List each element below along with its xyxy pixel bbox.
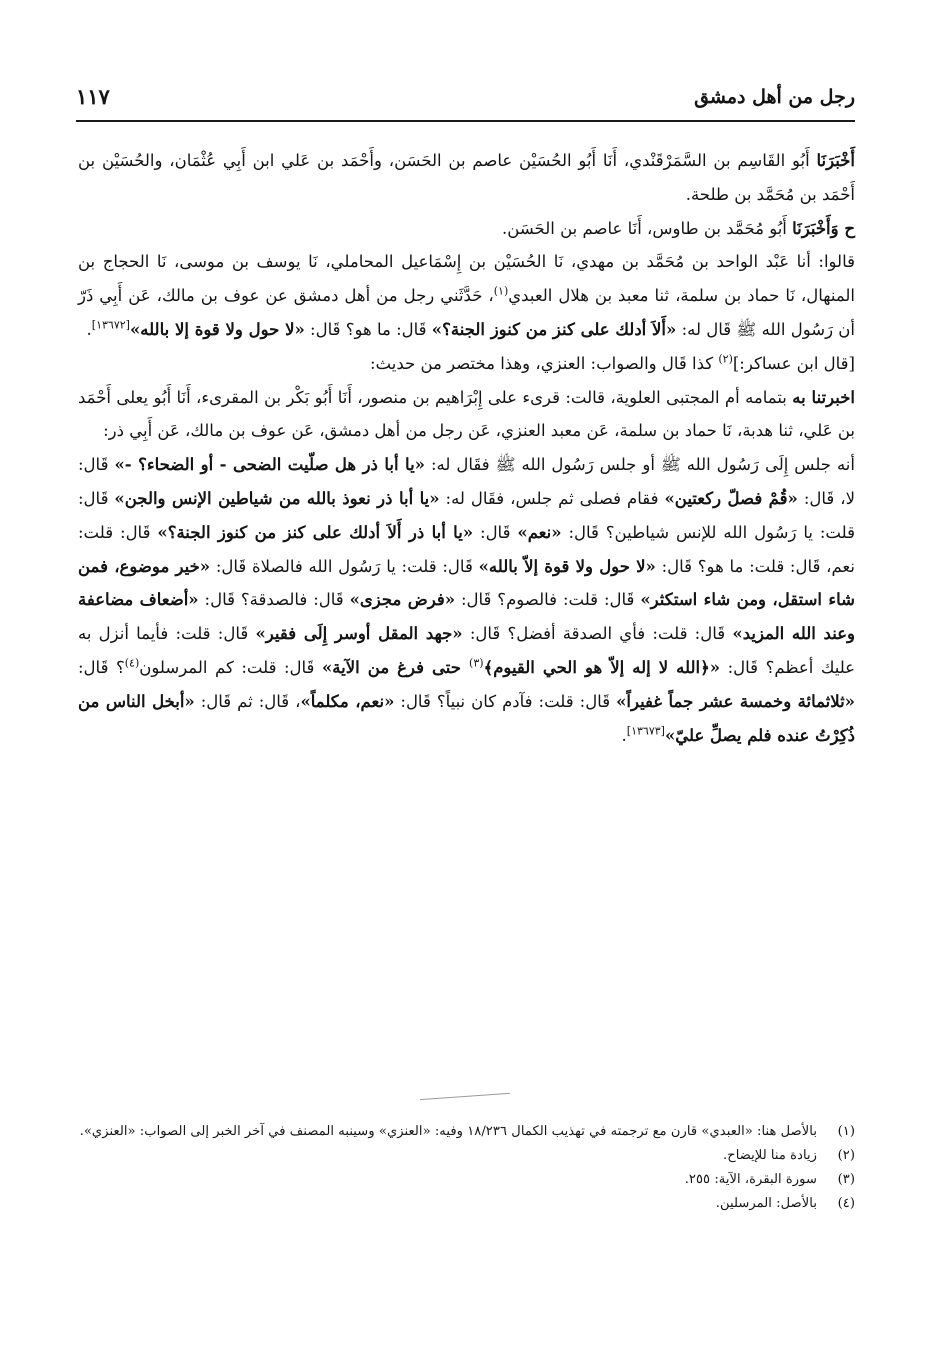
hadith-quote: «﴿الله لا إله إلاّ هو الحي القيوم﴾	[483, 657, 721, 677]
hadith-quote: حتى فرغ من الآية»	[321, 657, 470, 677]
isnad-lead: اخبرتنا به	[792, 387, 856, 407]
isnad-text: ، حَدَّثَني رجل من أهل دمشق عن عوف بن مالك، عَن أَبِي ذَرّ أن رَسُول الله ﷺ قَال له:	[78, 286, 855, 339]
hadith-quote: «نعم، مكلماً»	[300, 691, 395, 711]
narration-text: قَال: قلت: كم المرسلون	[139, 657, 322, 677]
footnote-marker: (٣)	[837, 1172, 855, 1187]
hadith-number: [١٣٦٧٢]	[91, 318, 130, 332]
narration-text: ، قَال: ثم قَال:	[194, 691, 301, 711]
footnote-marker: (٢)	[837, 1148, 855, 1163]
editor-note: [قال ابن عساكر:]	[732, 353, 855, 373]
isnad-text: بتمامه أم المجتبى العلوية، قالت: قرىء على إِبْرَاهيم بن منصور، أَنَا أَبُو بَكْر بن المقرىء، أَنَا أَبُو يعلى أَحْمَد بن عَلي، ثنا هدبة، نَا حماد بن سلمة، عَن معبد العنزي، عَن رجل من أهل دمشق، عَن عوف بن مالك، عَن أَبِي ذر:	[78, 387, 855, 441]
narration-text: فقام فصلى ثم جلس، فقَال له:	[439, 488, 665, 508]
paragraph-5	[78, 381, 855, 449]
hadith-quote: «خير موضوع، فمن شاء استقل، ومن شاء استكثر»	[78, 556, 855, 610]
narration-text: ؟ قَال:	[78, 657, 125, 677]
footnote-1	[78, 1120, 855, 1144]
isnad-text: قالوا: أنا عَبْد الواحد بن مُحَمَّد بن مهدي، نَا الحُسَيْن بن إِسْمَاعيل المحاملي، نَا يوسف بن موسى، نَا الحجاج بن المنهال، نَا حماد بن سلمة، ثنا معبد بن هلال العبدي	[78, 252, 856, 306]
narration-text: قَال:	[473, 522, 518, 542]
hadith-quote: «قُمْ فصلّ ركعتين»	[664, 488, 798, 508]
punctuation: .	[86, 319, 92, 339]
paragraph-4	[78, 347, 855, 381]
narration-text: قَال: فالصدقة؟ قَال:	[198, 590, 350, 610]
footnote-ref-2: (٢)	[718, 352, 733, 366]
hadith-quote: «نعم»	[517, 522, 562, 542]
narration-text: قَال: قلت: فأيما أنزل به عليك أعظم؟ قَال:	[78, 624, 856, 677]
isnad-lead: أَخْبَرَنَا	[816, 151, 855, 170]
narration-text: قَال: قلت: يا رَسُول الله للإنس شياطين؟ قَال:	[78, 488, 855, 542]
footnote-text: سورة البقرة، الآية: ٢٥٥.	[684, 1172, 817, 1187]
paragraph-6	[78, 448, 855, 752]
footnote-marker: (٤)	[837, 1196, 855, 1211]
hadith-quote: «يا أبا ذر هل صلّيت الضحى - أو الضحاء؟ -»	[114, 455, 425, 475]
narration-text: قَال: قلت: فآدم كان نبياً؟ قَال:	[394, 691, 617, 711]
footnote-3	[78, 1168, 855, 1192]
page-number: ١١٧	[76, 84, 110, 109]
isnad-text: أَبُو القَاسِم بن السَّمَرْقَنْدي، أَنَا أَبُو الحُسَيْن عاصم بن الحَسَن، وأَحْمَد بن عَلي ابن أَبِي عُثْمَان، والحُسَيْن بن أَحْمَد بن مُحَمَّد بن طلحة.	[78, 151, 855, 204]
editor-note: كذا قَال والصواب: العنزي، وهذا مختصر من حديث:	[370, 353, 719, 373]
narration-text: قَال: لا، قَال:	[78, 455, 855, 508]
footnote-text: زيادة منا للإيضاح.	[723, 1148, 817, 1163]
narration-text: قَال: قلت: فالصوم؟ قَال:	[455, 590, 641, 610]
hadith-quote: «جهد المقل أوسر إِلَى فقير»	[255, 624, 463, 644]
footnote-text: بالأصل: المرسلين.	[715, 1196, 817, 1211]
narration-text: قَال: قلت: فأي الصدقة أفضل؟ قَال:	[462, 624, 733, 644]
footnote-marker: (١)	[837, 1124, 855, 1139]
isnad-text: أَبُو مُحَمَّد بن طاوس، أَنَا عاصم بن الحَسَن.	[502, 218, 793, 238]
hadith-quote: «ثلاثمائة وخمسة عشر جماً غفيراً»	[616, 691, 855, 711]
hadith-quote: «فرض مجزى»	[349, 590, 456, 610]
hadith-quote: «يا أبا ذر نعوذ بالله من شياطين الإنس والجن»	[114, 488, 440, 508]
isnad-lead: ح وَأَخْبَرَنَا	[792, 218, 855, 238]
running-title: رجل من أهل دمشق	[694, 86, 855, 108]
hadith-quote: «أَلاَ أدلك على كنز من كنوز الجنة؟»	[431, 319, 677, 339]
hadith-quote: «لا حول ولا قوة إلا بالله»	[129, 319, 305, 339]
punctuation: .	[621, 725, 627, 745]
footnote-ref-3: (٣)	[469, 656, 484, 670]
narration-text: أنه جلس إِلَى رَسُول الله ﷺ أو جلس رَسُول الله ﷺ فقَال له:	[425, 455, 855, 475]
hadith-quote: «لا حول ولا قوة إلاّ بالله»	[478, 556, 656, 576]
footnote-2	[78, 1144, 855, 1168]
hadith-quote: «يا أبا ذر أَلاَ أدلك على كنز من كنوز الجنة؟»	[157, 522, 474, 542]
narration-text: قَال: قلت: يا رَسُول الله فالصلاة قَال:	[210, 556, 479, 576]
footnote-divider	[420, 1093, 510, 1100]
footnote-ref-1: (١)	[493, 284, 509, 298]
footnote-text: بالأصل هنا: «العبدي» قارن مع ترجمته في تهذيب الكمال ١٨/٢٣٦ وفيه: «العنزي» وسينبه المصنف في آخر الخبر إلى الصواب: «العنزي».	[79, 1124, 817, 1139]
footnotes	[78, 1120, 855, 1216]
paragraph-3	[78, 245, 855, 346]
page-header	[76, 80, 855, 122]
narration-text: قَال: ما هو؟ قَال:	[304, 319, 432, 339]
hadith-quote: «أبخل الناس من ذُكِرْتُ عنده فلم يصلِّ عليّ»	[78, 691, 855, 745]
footnote-ref-4: (٤)	[124, 656, 140, 670]
paragraph-2	[78, 212, 855, 246]
footnote-4	[78, 1192, 855, 1216]
paragraph-1	[78, 144, 855, 212]
main-text	[78, 144, 855, 752]
narration-text: قَال: قلت: نعم، قَال: قلت: ما هو؟ قَال:	[78, 522, 855, 576]
hadith-quote: «أضعاف مضاعفة وعند الله المزيد»	[78, 590, 856, 644]
hadith-number: [١٣٦٧٣]	[626, 724, 665, 738]
